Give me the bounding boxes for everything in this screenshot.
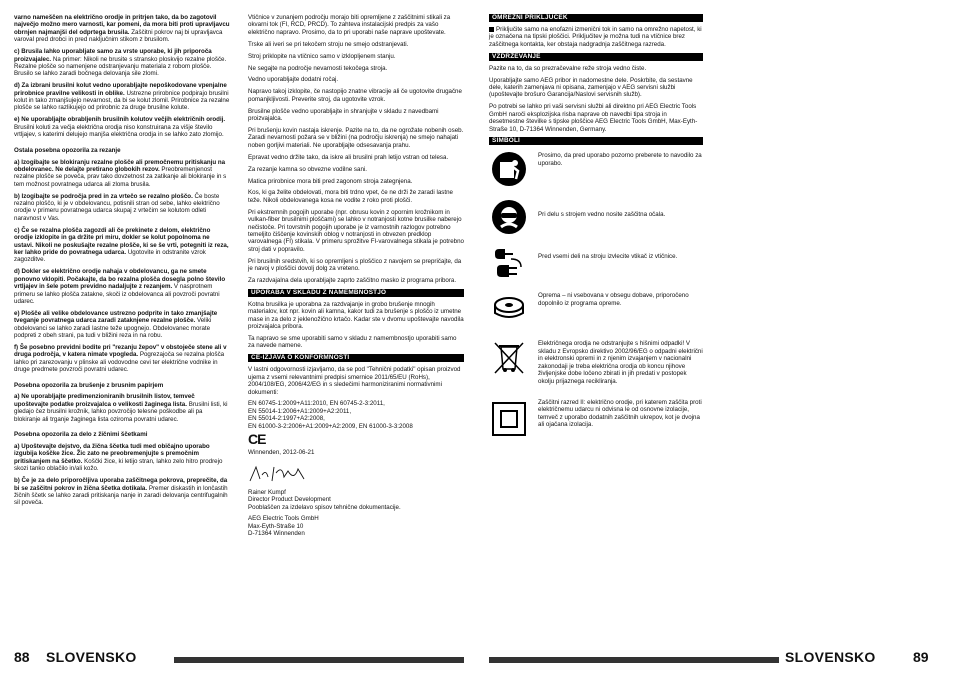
address-line: Max-Eyth-Straße 10 — [248, 522, 304, 530]
page-number-left: 88 — [14, 649, 30, 665]
paragraph: Uporabljajte samo AEG pribor in nadomestne dele. Poskrbite, da sestavne dele, katerih zamenjava ni opisana, zamenjajo v AEG servisni službi (upoštevajte brošuro Garancija/Naslovi servisnih služb). — [489, 76, 693, 99]
footer-bar-left — [174, 657, 464, 663]
ce-mark: CE — [248, 431, 266, 448]
footer-left — [14, 648, 464, 666]
paragraph: Epravat vedno držite tako, da iskre ali brusilni prah letijo vstran od telesa. — [248, 153, 449, 161]
accessory-icon — [489, 289, 529, 329]
symbol-row — [489, 399, 703, 439]
paragraph: Napravo takoj izklopite, če nastopijo znatne vibracije ali če ugotovite drugačne pomanjkljivosti. Preverite stroj, da ugotovite vzrok. — [248, 88, 462, 103]
symbol-row — [489, 337, 703, 384]
paragraph: Ta napravo se sme uporabiti samo v skladu z namembnostjo uporabiti samo za navede namene. — [248, 335, 457, 350]
paragraph: e) Plošče ali velike obdelovance ustrezno podprite in tako zmanjšajte tveganje povratnega udarca zaradi zataknjene rezalne plošče. Veliki obdelovanci se lahko zaradi lastne teže upognejo. Obdelovanec morate podpreti z obeh strani, pa tudi v bližini reza in na robu. — [14, 309, 218, 340]
paragraph: Trske ali iveri se pri tekočem stroju ne smejo odstranjevati. — [248, 40, 409, 48]
paragraph: e) Ne uporabljajte obrabljenih brusilnih kolutov večjih električnih orodij. Brusilni koluti za večja električna orodja niso konstruirana za višje število vrtljajev, s katerimi delujejo manjša električna orodja in se lahko zato zlomijo. — [14, 116, 226, 139]
paragraph: Brusilne plošče vedno uporabljajte in shranjujte v skladu z navedbami proizvajalca. — [248, 107, 439, 123]
crossed-bin-icon — [489, 337, 529, 377]
right-column — [489, 14, 703, 445]
paragraph: Kos, ki ga želite obdelovati, mora biti trdno vpet, če ne drži že zaradi lastne teže. Nikoli obdelovanega kosa ne vodite z roko proti plošči. — [248, 189, 453, 204]
paragraph: a) Izogibajte se blokiranju rezalne plošče ali premočnemu pritiskanju na obdelovanec. Ne delajte pretirano globokih rezov. Preobremenjenost rezalne plošče se poveča, prav tako dovzetnost za zatikanje ali blokiranje in s tem možnost povratnega udarca ali zloma brusila. — [14, 158, 227, 188]
left-column-2 — [248, 14, 464, 537]
symbol-text: Zaščitni razred II: električno orodje, pri katerem zaščita proti električnemu udarcu ni odvisna le od osnovne izolacije, temveč z uporabo dodatnih zaščitnih ukrepov, kot je dvojna ali ojačana izolacija. — [538, 398, 702, 429]
read-manual-icon — [489, 149, 529, 189]
left-column-1 — [14, 14, 230, 511]
paragraph: Pri brušenju kovin nastaja iskrenje. Pazite na to, da ne ogrožate nobenih oseb. Zaradi nevarnosti požara se v bližini (na področju iskrenja) ne smejo nahajati noben gorljivi materiali. Ne uporabljajte odsesavanja prahu. — [248, 126, 464, 149]
paragraph: Matica prirobnice mora biti pred zagonom stroja zategnjena. — [248, 177, 413, 185]
paragraph: a) Upoštevajte dejstvo, da žična ščetka tudi med običajno uporabo izgubija koščke žice. Žic zato ne preobremenjujte s premočnim pritiskanjem na ščetko. Koščki žice, ki letijo stran, lahko zelo hitro prodrejo skozi tanko oblačilo in/ali kožo. — [14, 443, 223, 473]
section-header-ce-declaration: CE-IZJAVA O KONFORMNOSTI — [248, 354, 464, 362]
signatory-title: Director Product Development — [248, 496, 331, 504]
language-label-left: SLOVENSKO — [46, 649, 137, 665]
authorization-note: Pooblaščen za izdelavo spisov tehnične dokumentacije. — [248, 503, 401, 511]
paragraph: c) Brusila lahko uporabljate samo za vrste uporabe, ki jih priporoča proizvajalec. Na primer: Nikoli ne brusite s stransko ploskvijo rezalne plošče. Rezalne plošče so namenjene odstranjevanju materiala z robom plošče. Brusilo se lahko zaradi bočnega delovanja sile zlomi. — [14, 48, 227, 78]
symbol-row — [489, 197, 703, 237]
declaration-date: Winnenden, 2012-06-21 — [248, 449, 315, 457]
section-heading: Ostala posebna opozorila za rezanje — [14, 146, 121, 154]
paragraph: a) Ne uporabljajte predimenzioniranih brusilnih listov, temveč upoštevajte podatke proizvajalca o velikosti žaginega lista. Brusilni listi, ki gledajo čez brusilni krožnik, lahko povzročijo telesne poškodbe ali pa blokiranje ali trganje žaginega lista oziroma povratni udarec. — [14, 393, 228, 423]
class-ii-double-square-icon — [489, 399, 529, 439]
language-label-right: SLOVENSKO — [785, 649, 876, 665]
section-heading: Posebna opozorila za brušenje z brusnim papirjem — [14, 381, 164, 389]
page-number-right: 89 — [913, 649, 929, 665]
paragraph: Pri brusilnih sredstvih, ki so opremljeni s ploščico z navojem se prepričajte, da je navoj v ploščici dovolj dolg za vreteno. — [248, 257, 462, 273]
section-header-symbols: SIMBOLI — [489, 137, 703, 145]
signatory-name: Rainer Kumpf — [248, 488, 286, 496]
norm-line: EN 55014-2:1997+A2:2008, — [248, 415, 325, 423]
symbol-text: Pri delu s strojem vedno nosite zaščitna očala. — [538, 211, 666, 219]
section-heading: Posebna opozorila za delo z žičnimi ščetkami — [14, 431, 148, 439]
symbol-row — [489, 149, 703, 189]
paragraph: Priključite samo na enofazni izmenični tok in samo na omrežno napetost, ki je označena na tipski ploščici. Priključitev je možna tudi na vtičnice brez zaščitnega kontakta, ker obstaja nadgradnja zaščitnega razreda. — [489, 26, 702, 48]
paragraph: Za razdvajalna dela uporabljajte zaprto zaščitno masko iz programa pribora. — [248, 276, 457, 284]
symbol-text: Prosimo, da pred uporabo pozorno preberete to navodilo za uporabo. — [538, 152, 702, 167]
class-ii-small-icon — [489, 27, 494, 32]
paragraph: c) Če se rezalna plošča zagozdi ali če prekinete z delom, električno orodje izklopite in ga držite pri miru, dokler se kolut popolnoma ne ustavi. Nikoli ne poskušajte rezalne plošče, ki se še vrti, potegniti iz reza, ker lahko pride do povratnega udarca. Ugotovite in odstranite vzrok zagozditve. — [14, 226, 229, 264]
norms-list — [248, 400, 464, 430]
section-header-mains: OMREŽNI PRIKLJUČEK — [489, 14, 703, 22]
paragraph: Stroj priklopite na vtičnico samo v izklopljenem stanju. — [248, 52, 396, 60]
symbol-row — [489, 289, 703, 329]
section-header-maintenance: VZDRŽEVANJE — [489, 53, 703, 61]
paragraph: Pri ekstremnih pogojih uporabe (npr. obrusu kovin z opornim krožnikom in vulkan-fiber brusilnimi ploščami) se lahko v notranjosti kotne brusilke naberejo nečistoče. Pri tovrstnih pogojih uporabe je iz varnostnih razlogov potrebno temeljito čiščenje kovinskih oblog v notranjosti in obvezen predklop varovalnega (FI) stikala. V primeru sprožitve FI-varovalnega stikala je potrebno stroj dati v popravilo. — [248, 208, 464, 253]
paragraph: b) Če je za delo priporočljiva uporaba zaščitnega pokrova, preprečite, da bi se zaščitni pokrov in žična ščetka dotikala. Premer diskastih in lončastih žičnih ščetk se lahko zaradi pritiskanja nanje in zaradi delovanja centrifugalnih sil poveča. — [14, 477, 228, 507]
symbol-text: Pred vsemi deli na stroju izvlecite vtikač iz vtičnice. — [538, 253, 678, 261]
norm-line: EN 61000-3-2:2006+A1:2009+A2:2009, EN 61000-3-3:2008 — [248, 422, 413, 430]
paragraph: d) Za izbrani brusilni kolut vedno uporabljajte nepoškodovane vpenjalne prirobnice pravilne velikosti in oblike. Ustrezne prirobnice podpirajo brusilni kolut in tako zmanjšujejo nevarnost, da bi se kolut zlomil. Prirobnice za rezalne plošče se lahko razlikujejo od prirobnic za druge brusilne kolute. — [14, 82, 230, 112]
paragraph: Vtičnice v zunanjem področju morajo biti opremljene z zaščitnimi stikali za okvarni tok (FI, RCD, PRCD). To zahteva instalacijski predpis za vašo električno napravo. Prosimo, da to pri uporabi naše naprave upoštevate. — [248, 14, 451, 36]
paragraph: Ne segajte na področje nevarnosti tekočega stroja. — [248, 64, 388, 72]
signature — [248, 463, 464, 485]
footer-bar-right — [489, 657, 779, 663]
symbol-text: Električnega orodja ne odstranjujte s hišnimi odpadki! V skladu z Evropsko direktivo 2002/96/EG o odpadni električni in elektronski opremi in z njenim izvajanjem v nacionalni zakonodaji je treba električna orodja ob koncu njihove življenjske dobe ločeno zbirati in jih predati v postopek okolju prijaznega recikliranja. — [538, 340, 703, 385]
paragraph: Pazite na to, da so prezračevalne reže stroja vedno čiste. — [489, 64, 647, 72]
section-header-intended-use: UPORABA V SKLADU Z NAMEMBNOSTJO — [248, 289, 464, 297]
symbol-row — [489, 243, 703, 283]
paragraph: d) Dokler se električno orodje nahaja v obdelovancu, ga ne smete ponovno vklopiti. Počakajte, da bo rezalna plošča dosegla polno število vrtljajev in šele potem previdno nadaljujte z rezanjem. V nasprotnem primeru se lahko plošča zatakne, skoči iz obdelovanca ali povzroči povratni udarec. — [14, 268, 226, 305]
paragraph: f) Še posebno previdni bodite pri "rezanju žepov" v obstoječe stene ali v druga področja, v katera nimate vpogleda. Pogrezajoča se rezalna plošča lahko pri zarezovanju v plinske ali vodovodne cevi ter električne vodnike in druge predmete povzroči povratni udarec. — [14, 343, 227, 374]
footer-right — [489, 648, 939, 666]
paragraph: Za rezanje kamna so obvezne vodilne sani. — [248, 165, 368, 173]
symbol-text: Oprema – ni vsebovana v obsegu dobave, priporočeno dopolnilo iz programa opreme. — [538, 292, 689, 307]
paragraph: V lastni odgovornosti izjavljamo, da se pod "Tehnični podatki" opisan proizvod ujema z vsemi relevantnimi predpisi smernice 2011/65/EU (RoHs), 2004/108/EG, 2006/42/EG in s sledečimi harmoniziranimi normativnimi dokumenti: — [248, 366, 461, 396]
norm-line: EN 60745-1:2009+A11:2010, EN 60745-2-3:2011, — [248, 400, 385, 408]
norm-line: EN 55014-1:2006+A1:2009+A2:2011, — [248, 407, 352, 415]
paragraph: Kotna brusilka je uporabna za razdvajanje in grobo brušenje mnogih materialov, kot npr. kovin ali kamna, kakor tudi za brušenje s ploščo iz umetne mase in za delo z jeklenožično krtačo. Kadar ste v dvomu upoštevajte navodila proizvajalca pribora. — [248, 300, 464, 331]
paragraph: Po potrebi se lahko pri vaši servisni službi ali direktno pri AEG Electric Tools GmbH naroči eksplozijska risba naprave ob navedbi tipa stroja in desetmestne številke s tipske ploščice AEG Electric Tools GmbH, Max-Eyth-Straße 10, D-71364 Winnenden, Germany. — [489, 103, 698, 133]
paragraph: varno nameščen na električno orodje in pritrjen tako, da bo zagotovil največjo možno mero varnosti, kar pomeni, da mora biti proti upravljavcu obrnjen najmanjši del odprtega brusila. Zaščitni pokrov naj bi upravljavca varoval pred drobci in pred naključnim stikom z brusilom. — [14, 14, 230, 44]
address-line: D-71364 Winnenden — [248, 529, 305, 537]
safety-goggles-icon — [489, 197, 529, 237]
paragraph: Vedno uporabljajte dodatni ročaj. — [248, 76, 339, 84]
unplug-icon — [489, 243, 529, 283]
address-line: AEG Electric Tools GmbH — [248, 515, 319, 523]
paragraph: b) Izogibajte se področja pred in za vrtečo se rezalno ploščo. Če boste rezalno ploščo, ki je v obdelovancu, potisnili stran od sebe, lahko električno orodje v primeru povratnega udarca skupaj z vrtečim se kolutom odleti naravnost v Vas. — [14, 192, 220, 222]
